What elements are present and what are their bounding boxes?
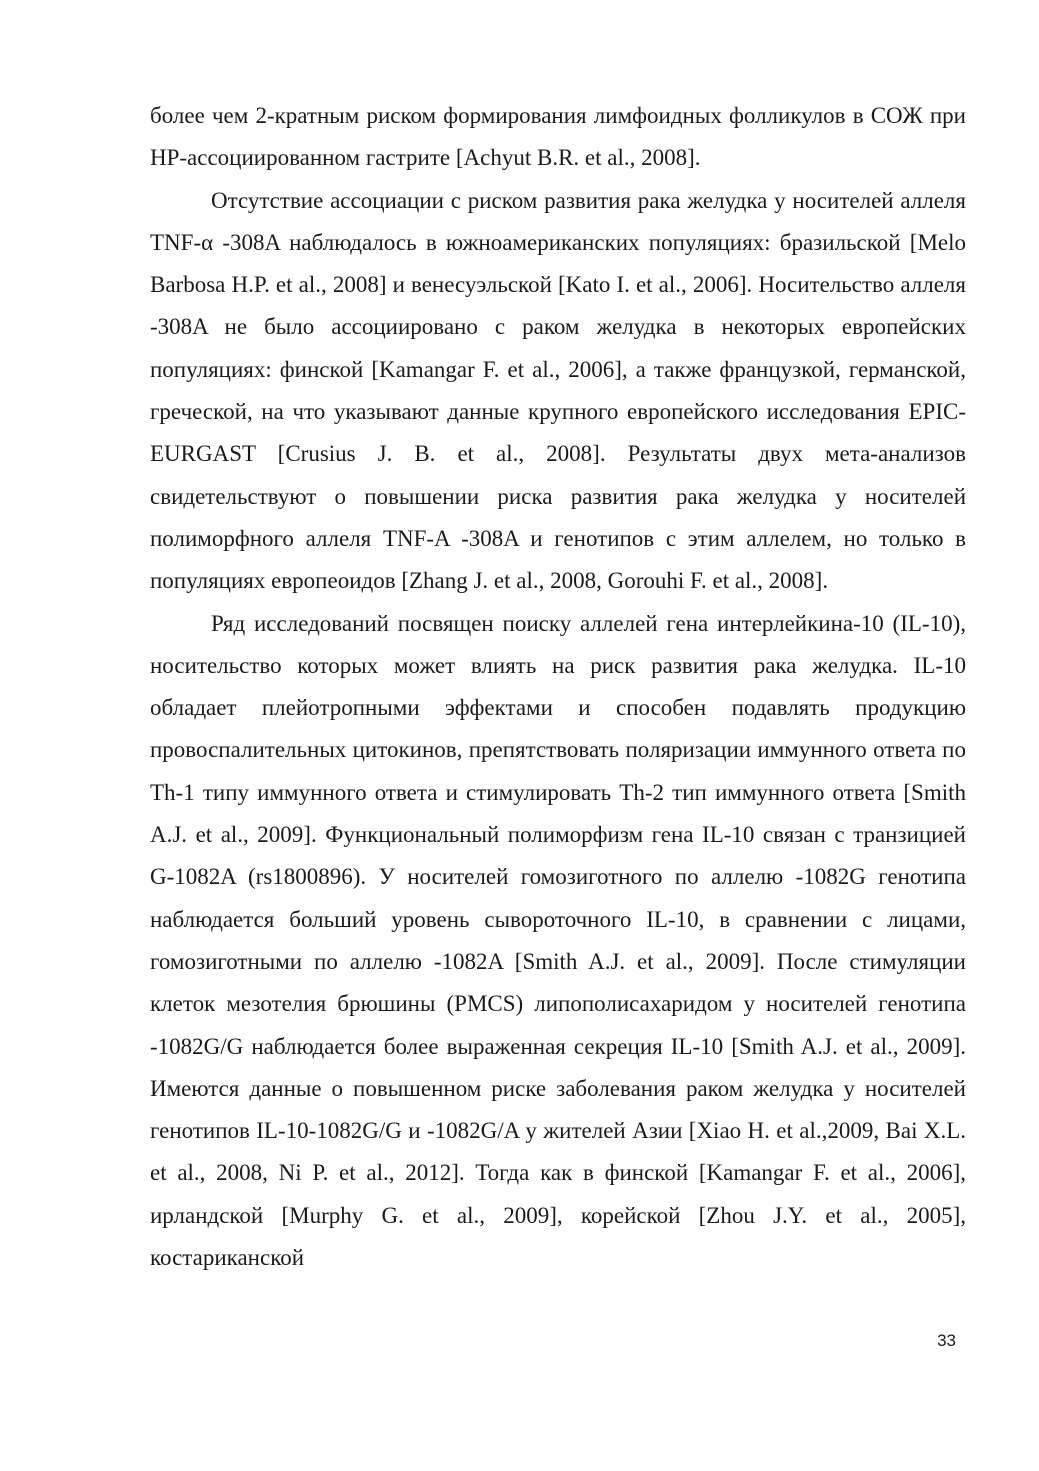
paragraph-tnf-association: Отсутствие ассоциации с риском развития рака желудка у носителей аллеля TNF-α -308A наблюдалось в южноамериканских популяциях: бразильской [Melo Barbosa H.P. et al., 2008] и венесуэльской [Kato I. et al., 2006]. Носительство аллеля -308A не было ассоциировано с раком желудка в некоторых европейских популяциях: финской [Kamangar F. et al., 2006], а также французкой, германской, греческой, на что указывают данные крупного европейского исследования EPIC-EURGAST [Crusius J. B. et al., 2008]. Результаты двух мета-анализов свидетельствуют о повышении риска развития рака желудка у носителей полиморфного аллеля TNF-A -308A и генотипов с этим аллелем, но только в популяциях европеоидов [Zhang J. et al., 2008, Gorouhi F. et al., 2008]. xyxy=(150,187,966,594)
paragraph-il10-studies: Ряд исследований посвящен поиску аллелей гена интерлейкина-10 (IL-10), носительство которых может влиять на риск развития рака желудка. IL-10 обладает плейотропными эффектами и способен подавлять продукцию провоспалительных цитокинов, препятствовать поляризации иммунного ответа по Th-1 типу иммунного ответа и стимулировать Th-2 тип иммунного ответа [Smith A.J. et al., 2009]. Функциональный полиморфизм гена IL-10 связан с транзицией G-1082A (rs1800896). У носителей гомозиготного по аллелю -1082G генотипа наблюдается больший уровень сывороточного IL-10, в сравнении с лицами, гомозиготными по аллелю -1082A [Smith A.J. et al., 2009]. После стимуляции клеток мезотелия брюшины (PMCS) липополисахаридом у носителей генотипа -1082G/G наблюдается более выраженная секреция IL-10 [Smith A.J. et al., 2009]. Имеются данные о повышенном риске заболевания раком желудка у носителей генотипов IL-10-1082G/G и -1082G/A у жителей Азии [Xiao H. et al.,2009, Bai X.L. et al., 2008, Ni P. et al., 2012]. Тогда как в финской [Kamangar F. et al., 2006], ирландской [Murphy G. et al., 2009], корейской [Zhou J.Y. et al., 2005], костариканской xyxy=(150,610,966,1271)
page-number: 33 xyxy=(937,1331,956,1350)
body-text xyxy=(150,95,966,1279)
paragraph-continued: более чем 2-кратным риском формирования лимфоидных фолликулов в СОЖ при HP-ассоциированном гастрите [Achyut B.R. et al., 2008]. xyxy=(150,103,966,171)
